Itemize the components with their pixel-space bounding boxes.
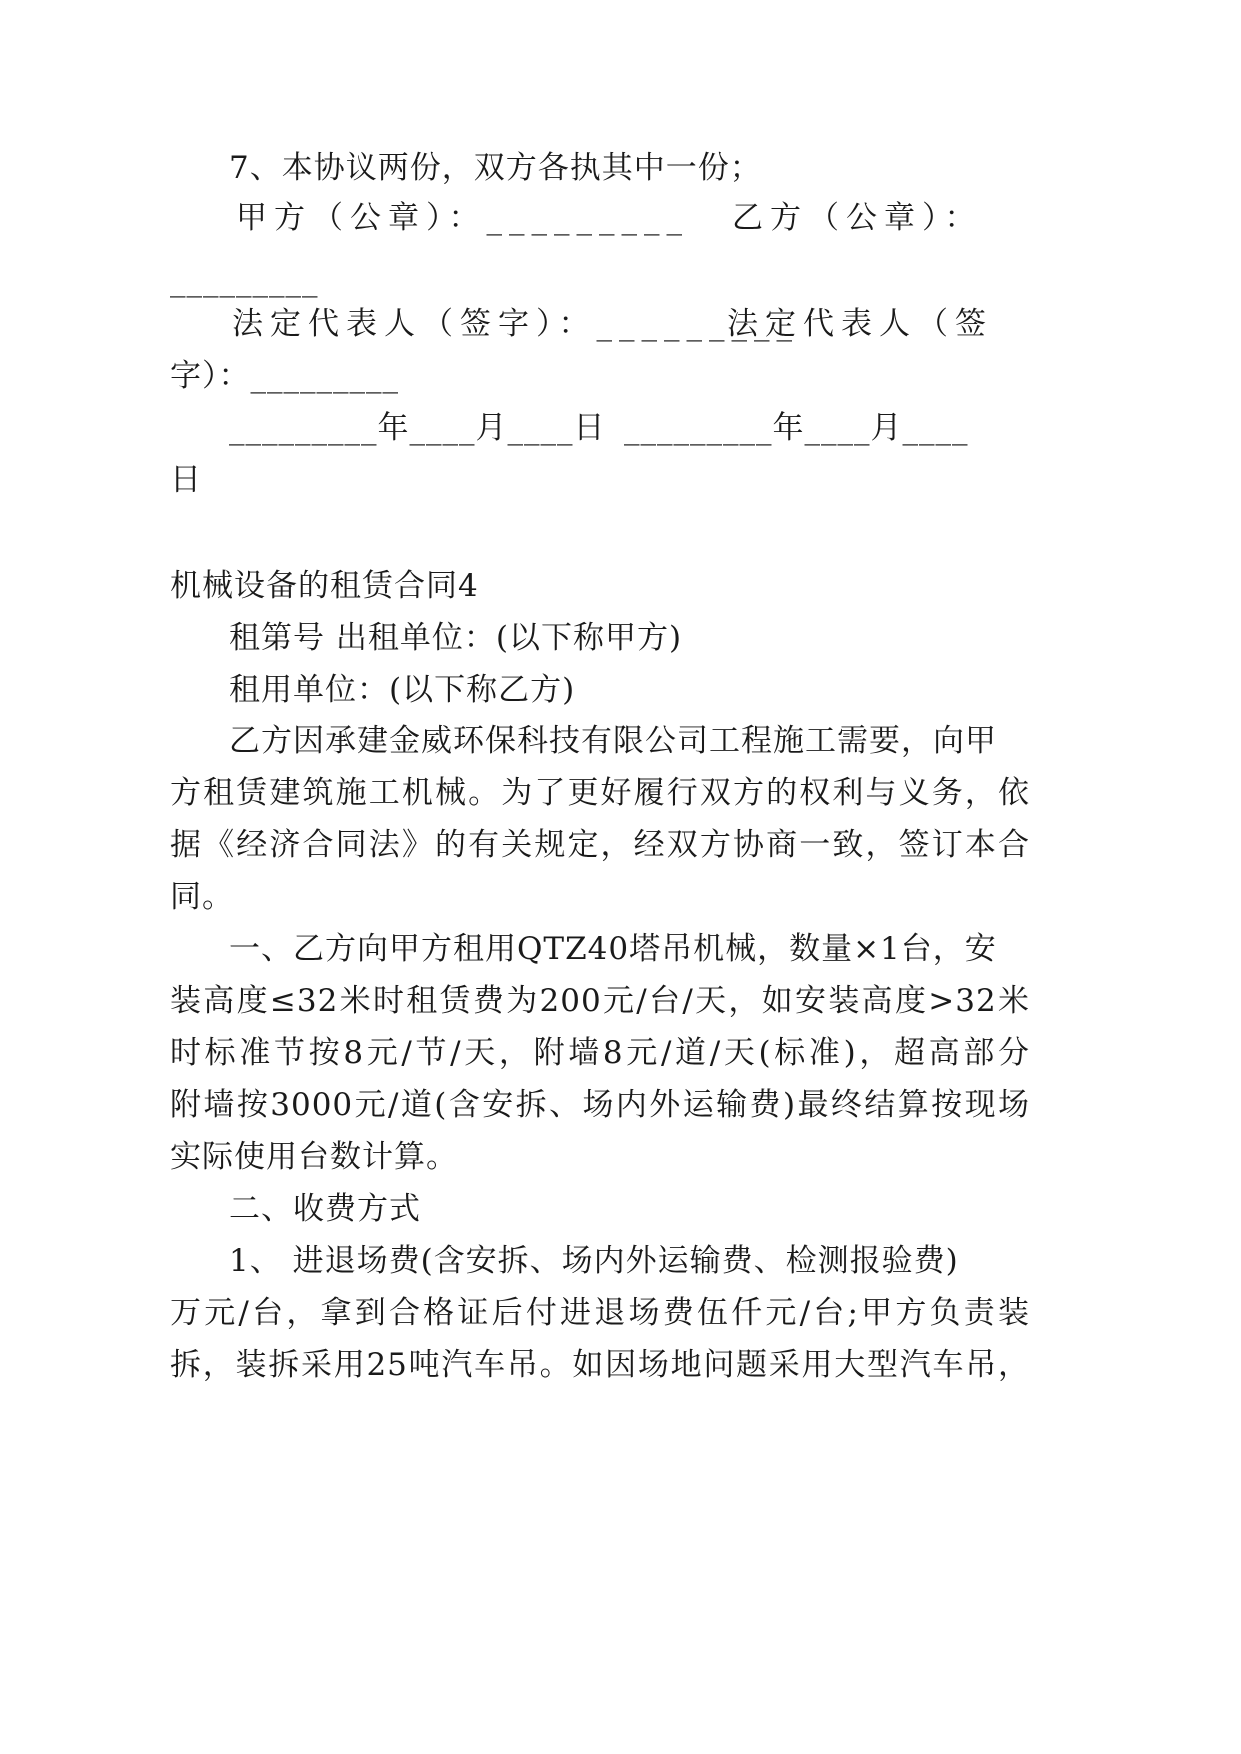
party-b-seal-blank: _________: [170, 262, 319, 298]
preamble-line-4: 同。: [170, 879, 234, 915]
preamble-line-3: 据《经济合同法》的有关规定，经双方协商一致，签订本合: [170, 827, 1030, 863]
party-b-representative-cont: 字）：_________: [170, 358, 399, 394]
lessor-line: 租第号 出租单位：(以下称甲方): [229, 620, 683, 656]
preamble-line-1: 乙方因承建金威环保科技有限公司工程施工需要，向甲: [229, 723, 997, 759]
contract-title: 机械设备的租赁合同4: [170, 568, 479, 604]
lessee-line: 租用单位：(以下称乙方): [229, 672, 576, 708]
party-b-date-day: 日: [170, 462, 202, 498]
section-1-line-2: 装高度≤32米时租赁费为200元/台/天，如安装高度>32米: [170, 983, 1030, 1019]
section-2-item-1-line-1: 1、 进退场费(含安拆、场内外运输费、检测报验费): [229, 1243, 959, 1279]
section-2-heading: 二、收费方式: [229, 1191, 421, 1227]
section-1-line-3: 时标准节按8元/节/天，附墙8元/道/天(标准)，超高部分: [170, 1035, 1030, 1071]
section-1-line-4: 附墙按3000元/道(含安拆、场内外运输费)最终结算按现场: [170, 1087, 1030, 1123]
party-a-seal: 甲方（公章）：_________: [236, 200, 689, 236]
section-1-line-5: 实际使用台数计算。: [170, 1139, 458, 1175]
preamble-line-2: 方租赁建筑施工机械。为了更好履行双方的权利与义务，依: [170, 775, 1030, 811]
party-a-representative: 法定代表人（签字）：_________: [232, 306, 799, 342]
clause-7: 7、本协议两份，双方各执其中一份；: [229, 150, 762, 186]
section-1-line-1: 一、乙方向甲方租用QTZ40塔吊机械，数量×1台，安: [229, 931, 997, 967]
party-b-representative: 法定代表人（签: [727, 306, 993, 342]
party-b-seal: 乙方（公章）：: [732, 200, 983, 236]
section-2-item-1-line-3: 拆，装拆采用25吨汽车吊。如因场地问题采用大型汽车吊，: [170, 1347, 1030, 1383]
party-a-date: _________年____月____日: [229, 410, 606, 446]
section-2-item-1-line-2: 万元/台，拿到合格证后付进退场费伍仟元/台;甲方负责装: [170, 1295, 1030, 1331]
party-b-date: _________年____月____: [624, 410, 969, 446]
